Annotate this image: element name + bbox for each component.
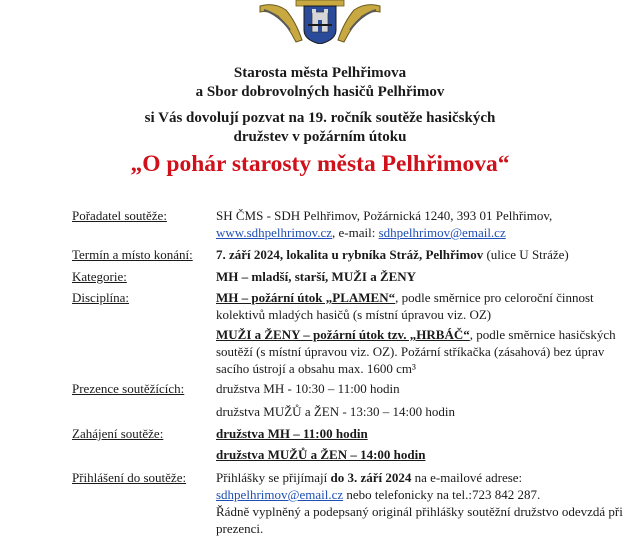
start-label: Zahájení soutěže:	[72, 426, 164, 441]
header-line-fire-brigade: a Sbor dobrovolných hasičů Pelhřimov	[195, 84, 445, 100]
date-place-label: Termín a místo konání:	[72, 247, 193, 262]
registration-label: Přihlášení do soutěže:	[72, 470, 187, 485]
coat-of-arms-emblem	[256, 0, 384, 44]
discipline-youth-title: MH – požární útok „PLAMEN“	[216, 290, 396, 305]
organizer-address: SH ČMS - SDH Pelhřimov, Požárnická 1240, 393 01 Pelhřimov,	[216, 208, 553, 223]
attendance-adults: družstva MUŽŮ a ŽEN - 13:30 – 14:00 hodin	[216, 404, 456, 419]
organizer-website-link[interactable]: www.sdhpelhrimov.cz	[216, 225, 333, 240]
registration-deadline: do 3. září 2024	[330, 470, 412, 485]
discipline-label: Disciplína:	[72, 290, 130, 305]
categories-value: MH – mladší, starší, MUŽI a ŽENY	[216, 269, 417, 284]
organizer-email-prefix: , e-mail:	[332, 225, 379, 240]
organizer-email-link[interactable]: sdhpelhrimov@email.cz	[378, 225, 506, 240]
discipline-youth-text: , podle směrnice pro celoroční činnost kolektivů mladých hasičů (s místní úpravou viz. OZ)	[216, 290, 594, 322]
attendance-label: Prezence soutěžících:	[72, 381, 185, 396]
date-place-value	[216, 246, 626, 263]
discipline-adults-text: , podle směrnice hasičských soutěží (s místní úpravou viz. OZ). Požární stříkačka (zásahová) bez úprav sacího ústrojí a obsahu max. 1600 cm³	[216, 327, 616, 376]
registration-note: Řádně vyplněný a podepsaný originál přihlášky soutěžní družstvo odevzdá při prezenci.	[216, 504, 623, 536]
discipline-adults	[216, 326, 626, 377]
registration-email-link[interactable]: sdhpelhrimov@email.cz	[216, 487, 344, 502]
registration-email-intro: na e-mailové adrese:	[411, 470, 523, 485]
organizer-contacts	[216, 224, 626, 241]
registration-phone: nebo telefonicky na tel.:723 842 287.	[343, 487, 541, 502]
date-place-street: (ulice U Stráže)	[483, 247, 569, 262]
discipline-adults-title: MUŽI a ŽENY – požární útok tzv. „HRBÁČ“	[216, 327, 470, 342]
event-title: „O pohár starosty města Pelhřimova“	[130, 151, 510, 177]
header-line-mayor: Starosta města Pelhřimova	[233, 65, 407, 81]
categories-label: Kategorie:	[72, 269, 127, 284]
organizer-label: Pořadatel soutěže:	[72, 208, 167, 223]
header-line-competition: družstev v požárním útoku	[233, 129, 407, 145]
registration-intro: Přihlášky se přijímají	[216, 470, 331, 485]
attendance-youth: družstva MH - 10:30 – 11:00 hodin	[216, 381, 400, 396]
discipline-youth	[216, 289, 626, 323]
header-line-invitation: si Vás dovolují pozvat na 19. ročník soutěže hasičských	[144, 110, 496, 126]
start-adults: družstva MUŽŮ a ŽEN – 14:00 hodin	[216, 447, 426, 462]
start-youth: družstva MH – 11:00 hodin	[216, 426, 368, 441]
date-place-main: 7. září 2024, lokalita u rybníka Stráž, Pelhřimov	[216, 247, 484, 262]
